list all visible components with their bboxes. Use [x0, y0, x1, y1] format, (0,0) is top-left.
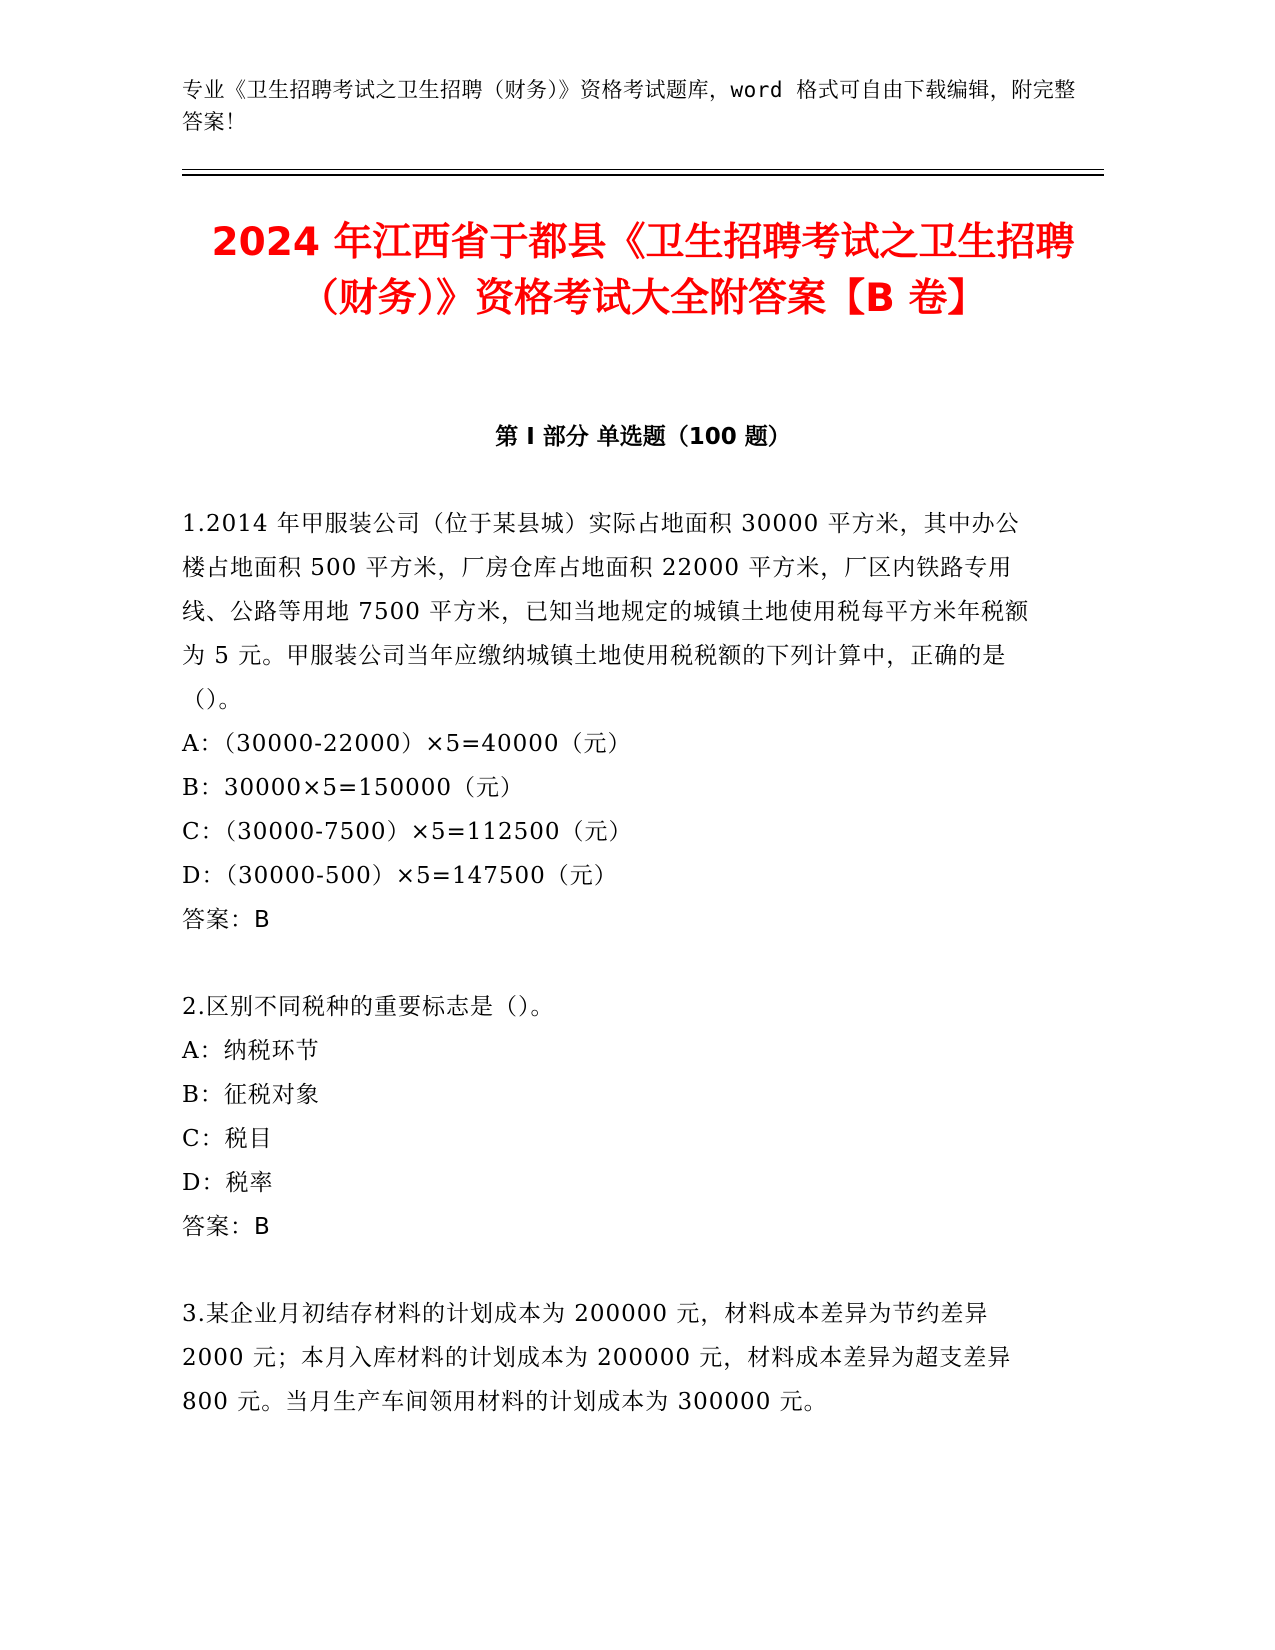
option-b: B：30000×5=150000（元） — [182, 775, 525, 801]
option-a: A：（30000-22000）×5=40000（元） — [182, 731, 632, 757]
question-stem: 2.区别不同税种的重要标志是（）。 — [182, 994, 555, 1020]
question-stem: 1.2014 年甲服装公司（位于某县城）实际占地面积 30000 平方米，其中办公楼占地面积 500 平方米，厂房仓库占地面积 22000 平方米，厂区内铁路专用线、公路等用地 7500 平方米，已知当地规定的城镇土地使用税每平方米年税额为 5 元。甲服装公司当年应缴纳城镇土地使用税税额的下列计算中，正确的是（）。 — [182, 511, 1030, 713]
option-a: A：纳税环节 — [182, 1038, 320, 1064]
option-d: D：（30000-500）×5=147500（元） — [182, 863, 618, 889]
question-2 — [182, 985, 1032, 1249]
question-3 — [182, 1292, 1032, 1424]
option-d: D：税率 — [182, 1170, 274, 1196]
option-c: C：（30000-7500）×5=112500（元） — [182, 819, 633, 845]
header-divider-thick — [182, 174, 1104, 176]
option-b: B：征税对象 — [182, 1082, 320, 1108]
header-divider-thin — [182, 169, 1104, 170]
question-1 — [182, 502, 1032, 942]
document-title: 2024 年江西省于都县《卫生招聘考试之卫生招聘（财务）》资格考试大全附答案【B 卷】 — [211, 220, 1075, 321]
question-list — [182, 502, 1032, 1467]
section-heading: 第 I 部分 单选题（100 题） — [495, 424, 791, 450]
answer: 答案：B — [182, 1214, 271, 1240]
question-stem: 3.某企业月初结存材料的计划成本为 200000 元，材料成本差异为节约差异 2000 元；本月入库材料的计划成本为 200000 元，材料成本差异为超支差异 800 元。当月生产车间领用材料的计划成本为 300000 元。 — [182, 1301, 1012, 1415]
header-note: 专业《卫生招聘考试之卫生招聘（财务）》资格考试题库，word 格式可自由下载编辑，附完整答案！ — [182, 78, 1076, 134]
option-c: C：税目 — [182, 1126, 273, 1152]
answer: 答案：B — [182, 907, 271, 933]
